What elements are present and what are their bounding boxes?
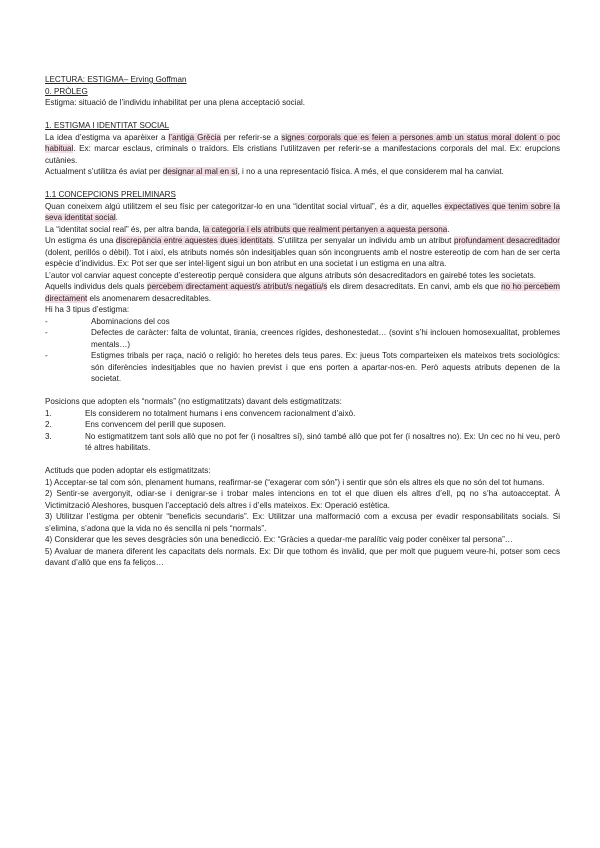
text-run: . xyxy=(115,213,118,222)
list-item xyxy=(45,408,560,420)
text-run: per referir-se a xyxy=(220,132,282,142)
text-run: Actualment s’utilitza és aviat per xyxy=(45,167,163,176)
list-number: 1. xyxy=(45,408,52,418)
section-1-heading: 1. ESTIGMA I IDENTITAT SOCIAL xyxy=(45,121,170,130)
positions-intro: Posicions que adopten els “normals” (no estigmatitzats) davant dels estigmatitzats: xyxy=(45,397,342,406)
text-run: . xyxy=(447,224,450,234)
highlighted-text: discrepància entre aquestes dues identitats xyxy=(115,236,273,245)
prolog-heading: 0. PRÒLEG xyxy=(45,86,88,96)
section-1-1-paragraph-1 xyxy=(45,201,560,224)
document-title: LECTURA: ESTIGMA– Erving Goffman xyxy=(45,75,187,84)
section-1-paragraph-2 xyxy=(45,166,560,178)
attitude-item: 3) Utilitzar l’estigma per obtenir “beneficis secundaris”. Ex: Utilitzar una malformació com a excusa per evadir responsabilitats socials. Si s’elimina, s’adona que la vida no és sencilla ni pels “normals”. xyxy=(45,512,560,533)
highlighted-text: l’antiga Grècia xyxy=(168,132,221,142)
highlighted-text: percebem directament aquest/s atribut/s negatiu/s xyxy=(147,282,328,291)
section-1-1-paragraph-2 xyxy=(45,224,560,236)
section-1-1-heading: 1.1 CONCEPCIONS PRELIMINARS xyxy=(45,190,176,199)
text-run: els direm desacreditats. En canvi, amb els que xyxy=(327,282,502,291)
text-run: , i no a una representació física. A més, el que considerem mal ha canviat. xyxy=(237,167,504,176)
section-1-1-paragraph-5 xyxy=(45,281,560,304)
text-run: els anomenarem desacreditables. xyxy=(87,293,212,303)
highlighted-text: designar al mal en sí xyxy=(162,167,238,176)
text-run: . S’utilitza per senyalar un individu amb un atribut xyxy=(272,236,454,245)
list-number: 2. xyxy=(45,420,52,429)
attitude-item: 5) Avaluar de manera diferent les capacitats dels normals. Ex: Dir que tothom és invàlid, que per molt que puguem veure-hi, potser som cecs davant d’allò que ens fa feliços… xyxy=(45,546,560,567)
section-1-1-paragraph-3 xyxy=(45,235,560,270)
text-run: Un estigma és una xyxy=(45,236,116,245)
section-1-paragraph-1 xyxy=(45,132,560,167)
section-1-1-paragraph-4 xyxy=(45,270,560,282)
list-text: Ens convencem del perill que suposen. xyxy=(85,420,226,429)
highlighted-text: expectatives que tenim sobre la seva identitat social xyxy=(45,201,560,222)
highlighted-text: signes corporals que es feien a persones amb un status moral dolent o poc habitual xyxy=(45,132,560,153)
text-run: . Ex: marcar esclaus, criminals o traïdors. Els cristians l’utilitzaven per referir-se a manifestacions corporals del mal. Ex: erupcions cutànies. xyxy=(45,144,560,165)
list-item xyxy=(45,431,560,454)
text-run: La “identitat social real” és, per altra banda, xyxy=(45,224,203,234)
list-item: - Abominacions del cos xyxy=(45,316,560,328)
list-number: 3. xyxy=(45,431,52,441)
text-run: La idea d’estigma va aparèixer a xyxy=(45,132,169,142)
list-item xyxy=(45,419,560,431)
list-text: No estigmatitzem tant sols allò que no pot fer (i nosaltres sí), sinó també allò que pot fer (i nosaltres no). Ex: Un cec no hi veu, però té altres habilitats. xyxy=(85,431,560,452)
prolog-text: Estigma: situació de l’individu inhabilitat per una plena acceptació social. xyxy=(45,98,306,107)
stigma-types-list xyxy=(45,316,560,385)
text-run: Quan coneixem algú utilitzem el seu físic per categoritzar-lo en una “identitat social virtual”, és a dir, aquelles xyxy=(45,201,445,211)
text-run: (dolent, perillós o dèbil). Tot i així, els atributs només són indesitjables quan són incongruents amb el nostre estereotip de com han de ser certa espècie d’individus. Ex: Pot ser que ser intel·ligent sigui un bon atribut en una societat i un estigma en una altra. xyxy=(45,247,560,268)
attitude-item: 1) Acceptar-se tal com són, plenament humans, reafirmar-se (“exagerar com són”) i sentir que són els altres els que no són del tot humans. xyxy=(45,477,545,487)
document-page xyxy=(45,74,560,569)
list-item: - Defectes de caràcter: falta de voluntat, tirania, creences rígides, deshonestedat… (sovint s’hi inclouen homosexualitat, problemes mentals…) xyxy=(45,327,560,350)
text-run: L’autor vol canviar aquest concepte d’estereotip perquè considera que alguns atributs són desacreditadors en gairebé totes les societats. xyxy=(45,270,536,280)
list-text: Els considerem no totalment humans i ens convencem racionalment d’això. xyxy=(85,408,356,418)
highlighted-text: no ho percebem directament xyxy=(45,282,560,303)
highlighted-text: profundament desacreditador xyxy=(453,236,560,245)
positions-list xyxy=(45,408,560,454)
attitudes-intro: Actituds que poden adoptar els estigmatitzats: xyxy=(45,466,211,475)
attitude-item: 2) Sentir-se avergonyit, odiar-se i denigrar-se i trobar males intencions en tot el que diuen els altres d’ell, pq no s’ha autoacceptat. À Victimització Aleshores, busquen l’acceptació dels altres i d’ells mateixos. Ex: Operació estètica. xyxy=(45,489,560,510)
highlighted-text: la categoria i els atributs que realment pertanyen a aquesta persona xyxy=(202,224,448,234)
attitude-item: 4) Considerar que les seves desgràcies són una benedicció. Ex: “Gràcies a quedar-me paralític vaig poder conèixer tal persona”… xyxy=(45,535,513,544)
list-item: - Estigmes tribals per raça, nació o religió: ho heretes dels teus pares. Ex: jueus Tots comparteixen els mateixos trets sociològics: són diferències indesitjables que no havien previst i que ens porten a apartar-nos-en. Però aquests atributs depenen de la societat. xyxy=(45,350,560,385)
stigma-types-intro: Hi ha 3 tipus d’estigma: xyxy=(45,305,130,314)
text-run: Aquells individus dels quals xyxy=(45,282,148,291)
